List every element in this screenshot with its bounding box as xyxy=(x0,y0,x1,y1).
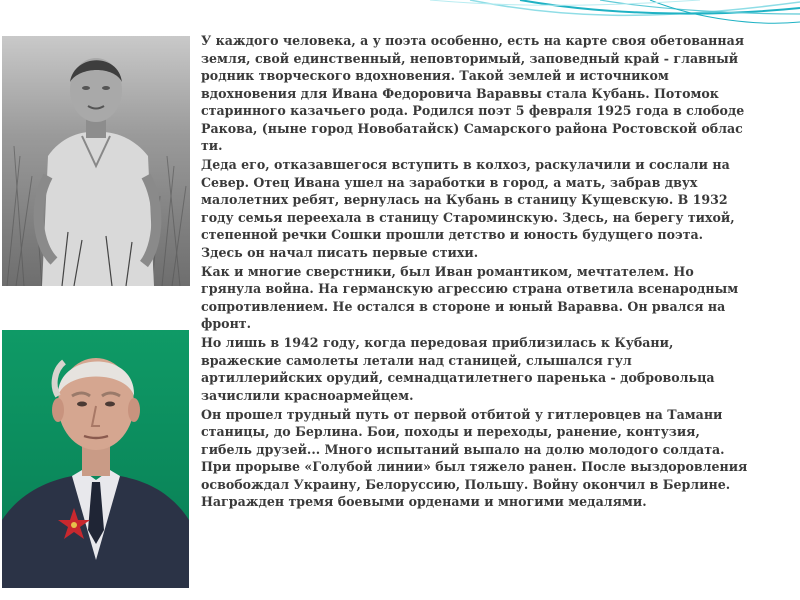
paragraph-war-begins: Как и многие сверстники, был Иван романтиком, мечтателем. Но грянула война. На германскую агрессию страна ответила всенародным сопротивлением. Не остался в стороне и юный Варавва. Он рвался на фронт. xyxy=(201,263,739,331)
paragraph-childhood: Деда его, отказавшегося вступить в колхоз, раскулачили и сослали на Север. Отец Ивана ушел на заработки в город, а мать, забрав двух малолетних ребят, вернулась на Кубань в станицу Кущевскую. В 1932 году семья переехала в станицу Староминскую. Здесь, на берегу тихой, степенной речки Сошки прошли детство и юность будущего поэта. Здесь он начал писать первые стихи. xyxy=(201,157,735,260)
portrait-photo-young xyxy=(2,36,190,286)
paragraph-combat-path: Он прошел трудный путь от первой отбитой у гитлеровцев на Тамани станицы, до Берлина. Бои, походы и переходы, ранение, контузия, гибель друзей... Много испытаний выпало на долю молодого солдата. При прорыве «Голубой линии» был тяжело ранен. После выздоровления освобождал Украину, Белоруссию, Польшу. Войну окончил в Берлине. Награжден тремя боевыми орденами и многими медалями. xyxy=(201,406,748,509)
paragraph-enlistment: Но лишь в 1942 году, когда передовая приблизилась к Кубани, вражеские самолеты летали над станицей, слышался гул артиллерийских орудий, семнадцатилетнего паренька - добровольца зачислили красноармейцем. xyxy=(201,335,715,403)
paragraph-homeland: У каждого человека, а у поэта особенно, есть на карте своя обетованная земля, свой единственный, неповторимый, заповедный край - главный родник творческого вдохновения. Такой землей и источником вдохновения для Ивана Федоровича Вараввы стала Кубань. Потомок старинного казачьего рода. Родился поэт 5 февраля 1925 года в слободе Ракова, (ныне город Новобатайск) Самарского района Ростовской облас ти. xyxy=(201,33,745,153)
biography-text xyxy=(201,32,749,512)
portrait-photo-elderly xyxy=(2,330,189,588)
